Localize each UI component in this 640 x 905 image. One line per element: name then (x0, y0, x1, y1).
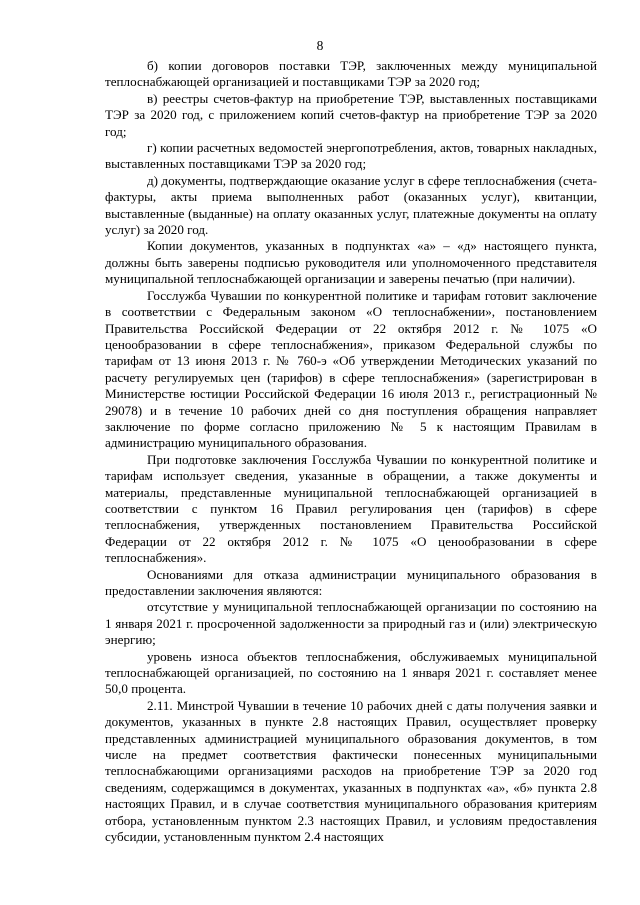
paragraph-d: д) документы, подтверждающие оказание услуг в сфере теплоснабжения (счета-фактуры, акты приема выполненных работ (оказанных услуг), квитанции, выставленные (выданные) на оплату оказанных услуг, платежные документы на оплату услуг) за 2020 год. (105, 172, 597, 238)
paragraph-refusal-grounds: Основаниями для отказа администрации муниципального образования в предоставлении заключения являются: (105, 566, 597, 598)
paragraph-refusal-debt: отсутствие у муниципальной теплоснабжающей организации по состоянию на 1 января 2021 г. просроченной задолженности за природный газ и (или) электрическую энергию; (105, 599, 597, 648)
paragraph-2-11: 2.11. Минстрой Чувашии в течение 10 рабочих дней с даты получения заявки и документов, указанных в пункте 2.8 настоящих Правил, осуществляет проверку представленных администрацией муниципального образования документов, в том числе на предмет соответствия фактически понесенных муниципальными теплоснабжающими организациями расходов на приобретение ТЭР за 2020 год сведениям, содержащимся в документах, указанных в подпунктах «а», «б» пункта 2.8 настоящих Правил, и в случае соответствия муниципального образования критериям отбора, установленным пунктом 2.3 настоящих Правил, и условиям предоставления субсидии, установленным пунктом 2.4 настоящих (105, 697, 597, 845)
paragraph-b: б) копии договоров поставки ТЭР, заключенных между муниципальной теплоснабжающей организацией и поставщиками ТЭР за 2020 год; (105, 58, 597, 90)
paragraph-conclusion-preparation: Госслужба Чувашии по конкурентной политике и тарифам готовит заключение в соответствии с Федеральным законом «О теплоснабжении», постановлением Правительства Российской Федерации от 22 октября 2012 г. № 1075 «О ценообразовании в сфере теплоснабжения», приказом Федеральной службы по тарифам от 13 июня 2013 г. № 760-э «Об утверждении Методических указаний по расчету регулируемых цен (тарифов) в сфере теплоснабжения» (зарегистрирован в Министерстве юстиции Российской Федерации 16 июля 2013 г., регистрационный № 29078) и в течение 10 рабочих дней со дня поступления обращения направляет заключение по форме согласно приложению № 5 к настоящим Правилам в администрацию муниципального образования. (105, 287, 597, 451)
paragraph-information-sources: При подготовке заключения Госслужба Чувашии по конкурентной политике и тарифам использует сведения, указанные в обращении, а также документы и материалы, представленные муниципальной теплоснабжающей организацией в соответствии с пунктом 16 Правил регулирования цен (тарифов) в сфере теплоснабжения, утвержденных постановлением Правительства Российской Федерации от 22 октября 2012 г. № 1075 «О ценообразовании в сфере теплоснабжения». (105, 451, 597, 566)
paragraph-v: в) реестры счетов-фактур на приобретение ТЭР, выставленных поставщиками ТЭР за 2020 год, с приложением копий счетов-фактур на приобретение ТЭР за 2020 год; (105, 90, 597, 139)
page-number: 8 (316, 38, 324, 53)
document-body (105, 58, 597, 846)
paragraph-refusal-wear: уровень износа объектов теплоснабжения, обслуживаемых муниципальной теплоснабжающей организацией, по состоянию на 1 января 2021 г. составляет менее 50,0 процента. (105, 648, 597, 697)
paragraph-copies-certification: Копии документов, указанных в подпунктах «а» – «д» настоящего пункта, должны быть заверены подписью руководителя или уполномоченного представителя муниципальной теплоснабжающей организации и заверены печатью (при наличии). (105, 238, 597, 287)
paragraph-g: г) копии расчетных ведомостей энергопотребления, актов, товарных накладных, выставленных поставщиками ТЭР за 2020 год; (105, 140, 597, 172)
